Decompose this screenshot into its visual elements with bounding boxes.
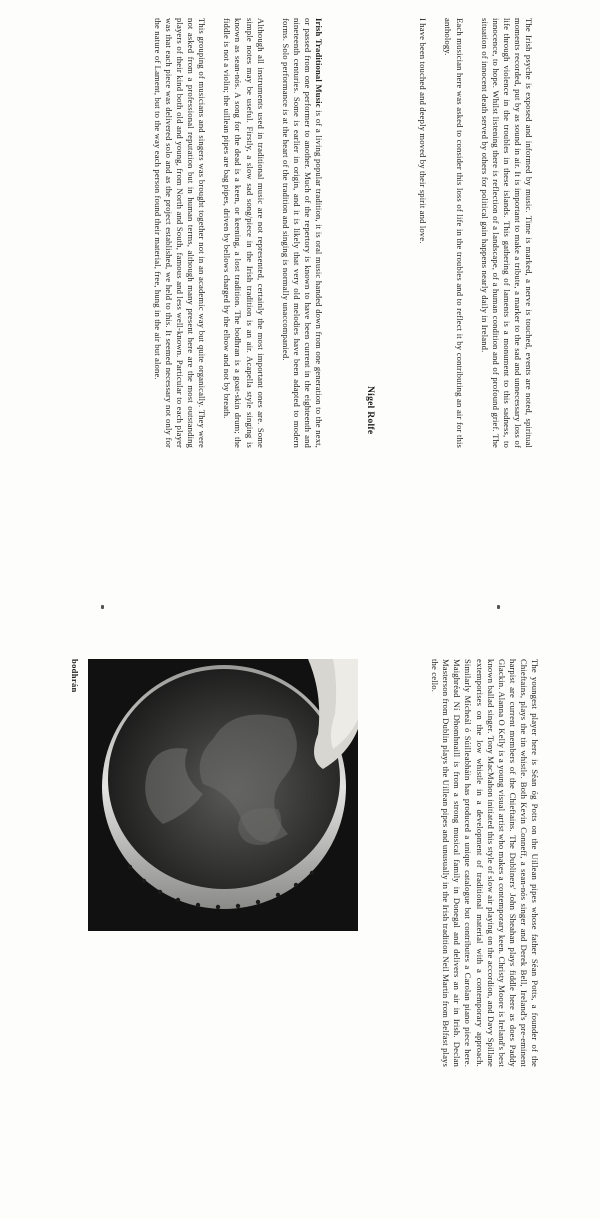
itm-text: is of a living popular tradition, it is oral music handed down from one generation to the next, or passed from one performer to another. Much of the repertory is known to have been current in the eighteenth and nineteenth centuries. Some is earlier in origin, and it is likely that very old melodies have been adapted to modern forms. Solo performance is at the heart of the tradition and singing is normally unaccompanied. bbox=[280, 18, 324, 448]
bottom-page bbox=[0, 619, 600, 1219]
fold-mark bbox=[101, 605, 104, 609]
itm-column bbox=[138, 18, 324, 448]
intro-paragraph-2: Each musician here was asked to consider this loss of life in the troubles and to reflect it by contributing an air for this anthology. bbox=[443, 18, 465, 448]
players-paragraph: The youngest player here is Séan óg Potts on the Uillean pipes whose father Séan Potts, a founder of the Chieftains, plays the tin whistle. Both Kevin Conneff, a sean-nós singer and Derek Bell, Ireland's pre-eminent harpist are current members of the Chieftains. The Dubliners' John Sheahan plays fiddle here as does Paddy Glackin. Alanna O Kelly is a young visual artist who makes a contemporary keen. Christy Moore is Ireland's best known ballad singer. Tony MacMahon initiated this style of slow air playing on the accordion, and Davy Spillane extemporises on the low whistle in a development of traditional material with a contemporary approach. Similarly Mícheál ó Súilleabháin has produced a unique catalogue but contributes a Carolan piano piece here. Maighréad Ní Dhomhnaill is from a strong musical family in Donegal and delivers an air in Irish. Declan Masterson from Dublin plays the Uillean pipes and unusually in the Irish tradition Neil Martin from Belfast plays the cello. bbox=[430, 659, 540, 1067]
players-column bbox=[415, 659, 540, 1067]
bodhran-drum-photo bbox=[88, 659, 358, 931]
instrument-paragraph: Although all instruments used in traditional music are not represented, certainly the most important ones are. Some simple notes may be useful. Firstly, a slow sad song/piece in the Irish tradition is an air. Acapella style singing is known as sean-nós. A song for the dead is a keen, or keening, a lost tradition. The bodhran is a goat-skin drum; the fiddle is not a violin; the uillean pipes are bag pipes, driven by bellows charged by the elbow and not by breath. bbox=[222, 18, 266, 448]
center-fold bbox=[0, 605, 600, 613]
itm-paragraph bbox=[280, 18, 324, 448]
photo-caption: bodhrán bbox=[70, 659, 80, 693]
top-page bbox=[0, 0, 600, 600]
fold-mark bbox=[497, 605, 500, 609]
intro-paragraph-1: The Irish psyche is exposed and informed by music. Time is marked, a nerve is touched, events are noted, spiritual moments recorded, put by as sound in air. It is important to make a tribute, a marker to the sad and unnecessary loss of life through violence in the troubles in these islands. This gathering of laments is a monument to this sadness, to innocence, to hope. Whilst listening there is reflection of a landscape, of a human condition and of profound grief. The situation of innocent death served by others for political gain happens nearly daily in Ireland. bbox=[479, 18, 534, 448]
photo-frame bbox=[88, 659, 358, 931]
intro-paragraph-3: I have been touched and deeply moved by their spirit and love. bbox=[418, 18, 429, 244]
signature: Nigel Rolfe bbox=[365, 386, 375, 435]
itm-heading: Irish Traditional Music bbox=[314, 18, 324, 108]
intro-column bbox=[403, 18, 534, 448]
grouping-paragraph: This grouping of musicians and singers was brought together not in an academic way but quite organically. They were not asked from a professional reputation but in human terms, although many present here are the most outstanding players of their kind both old and young, from North and South, famous and less well-known. Particular to each player was that each piece was delivered solo and as the project established, we held to this. It seemed necessary not only for the nature of Lament, but to the way each person found their material, free, hung in the air but alone. bbox=[152, 18, 208, 448]
